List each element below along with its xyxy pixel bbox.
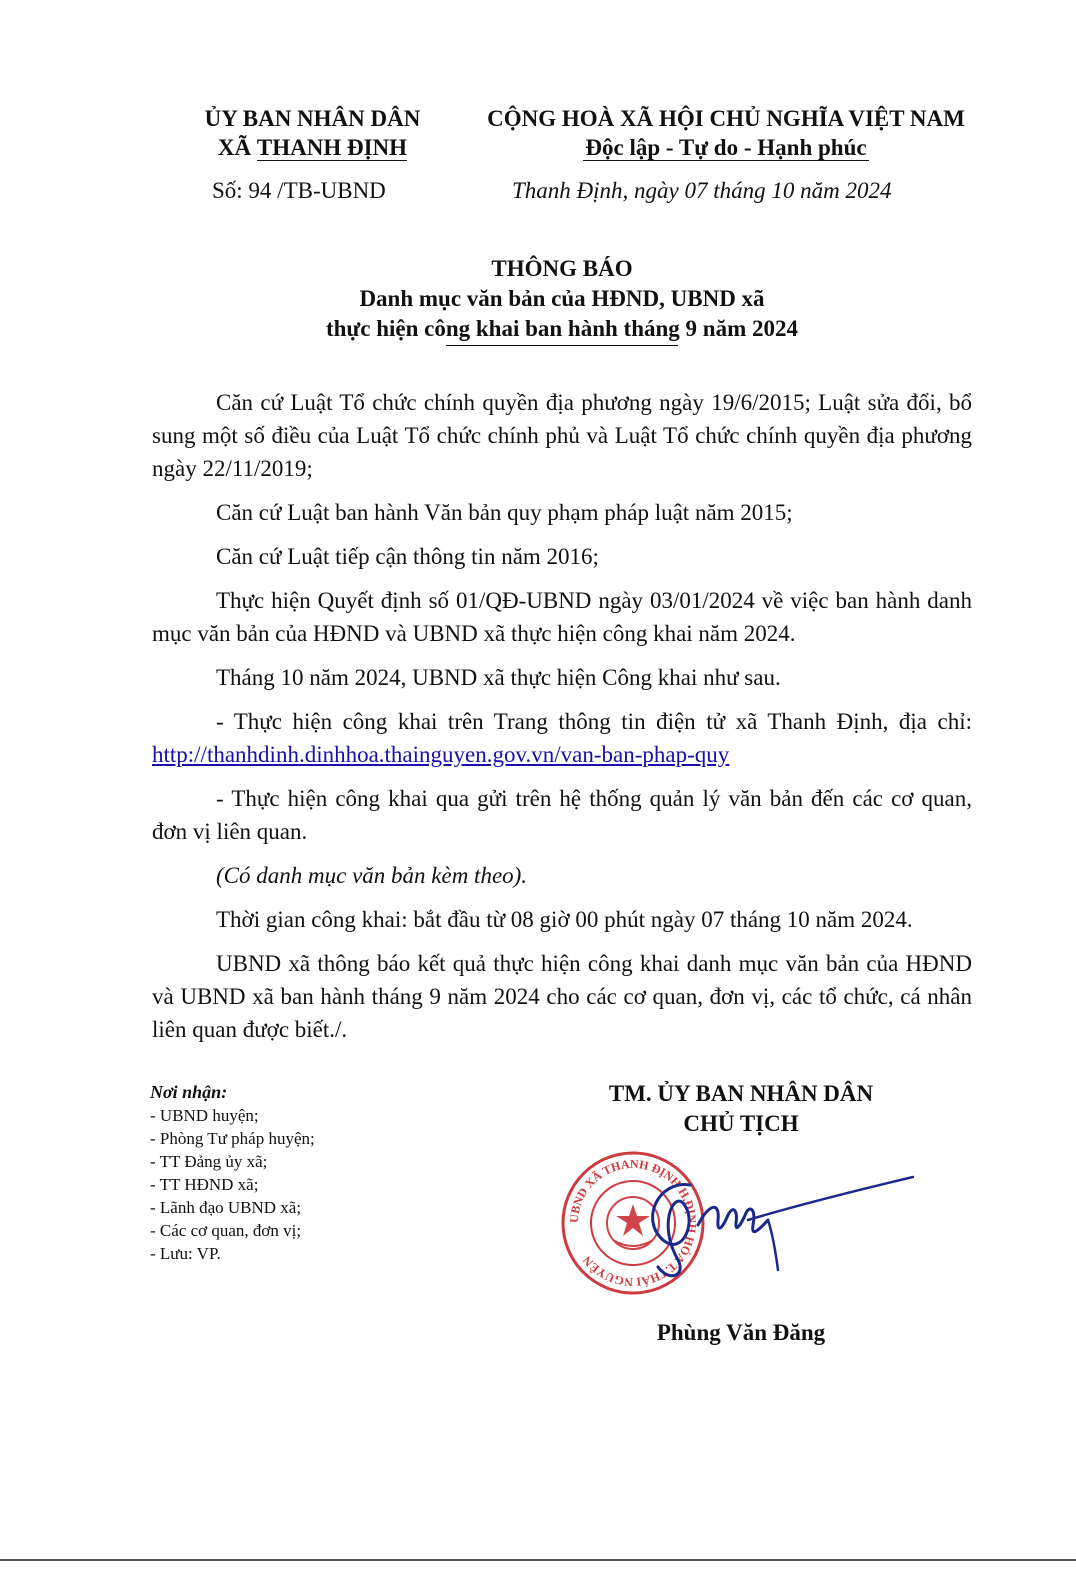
title-underline (446, 345, 678, 346)
agency-line-2-prefix: XÃ (217, 135, 257, 160)
recipient-item: - TT HĐND xã; (150, 1175, 259, 1194)
nation-name: CỘNG HOÀ XÃ HỘI CHỦ NGHĨA VIỆT NAM (487, 106, 965, 131)
agency-name-underlined: THANH ĐỊNH (256, 135, 408, 160)
recipient-item: - Phòng Tư pháp huyện; (150, 1129, 315, 1148)
issuing-agency (180, 104, 445, 162)
body-paragraph-4: Thực hiện Quyết định số 01/QĐ-UBND ngày 03/01/2024 về việc ban hành danh mục văn bản của HĐND và UBND xã thực hiện công khai năm 2024. (152, 588, 972, 646)
body-paragraph-7: - Thực hiện công khai qua gửi trên hệ thống quản lý văn bản đến các cơ quan, đơn vị liên quan. (152, 786, 972, 844)
recipients-list (150, 1081, 480, 1265)
body-paragraph-1: Căn cứ Luật Tổ chức chính quyền địa phương ngày 19/6/2015; Luật sửa đổi, bổ sung một số điều của Luật Tổ chức chính phủ và Luật Tổ chức chính quyền địa phương ngày 22/11/2019; (152, 390, 972, 481)
document-number: Số: 94 /TB-UBND (212, 178, 386, 203)
stamp-text: UBND XÃ THANH ĐỊNH H.ĐỊNH HÓA T.THÁI NGUYÊN (566, 1156, 700, 1290)
title-subject-2: thực hiện công khai ban hành tháng 9 năm 2024 (325, 316, 799, 341)
recipients-heading: Nơi nhận: (150, 1082, 228, 1102)
website-link[interactable]: http://thanhdinh.dinhhoa.thainguyen.gov.vn/van-ban-phap-quy (152, 742, 730, 767)
recipient-item: - Lưu: VP. (150, 1244, 221, 1263)
agency-line-2 (180, 133, 445, 162)
body-paragraph-5: Tháng 10 năm 2024, UBND xã thực hiện Công khai như sau. (216, 665, 781, 690)
title-type: THÔNG BÁO (491, 256, 633, 281)
body-paragraph-9: Thời gian công khai: bắt đầu từ 08 giờ 00 phút ngày 07 tháng 10 năm 2024. (216, 907, 913, 932)
page-bottom-border (0, 1559, 1076, 1561)
signature-role-2: CHỦ TỊCH (683, 1111, 799, 1136)
motto-wrap (462, 133, 990, 162)
recipient-item: - TT Đảng ủy xã; (150, 1152, 268, 1171)
national-motto (462, 104, 990, 162)
signer-name: Phùng Văn Đăng (656, 1320, 826, 1345)
place-and-date: Thanh Định, ngày 07 tháng 10 năm 2024 (512, 178, 892, 203)
body-paragraph-6-text: - Thực hiện công khai trên Trang thông tin điện tử xã Thanh Định, địa chỉ: (216, 709, 972, 734)
body-paragraph-6 (152, 705, 972, 771)
document-title (150, 254, 974, 346)
motto: Độc lập - Tự do - Hạnh phúc (585, 135, 867, 160)
recipient-item: - Lãnh đạo UBND xã; (150, 1198, 302, 1217)
handwritten-signature (628, 1165, 918, 1285)
recipient-item: - Các cơ quan, đơn vị; (150, 1221, 302, 1240)
title-subject-1: Danh mục văn bản của HĐND, UBND xã (359, 286, 765, 311)
recipient-item: - UBND huyện; (150, 1106, 259, 1125)
signature-heading (568, 1079, 914, 1139)
body-paragraph-3: Căn cứ Luật tiếp cận thông tin năm 2016; (216, 544, 599, 569)
body-paragraph-8: (Có danh mục văn bản kèm theo). (216, 863, 528, 888)
body-paragraph-2: Căn cứ Luật ban hành Văn bản quy phạm pháp luật năm 2015; (216, 500, 793, 525)
signature-role-1: TM. ỦY BAN NHÂN DÂN (608, 1081, 874, 1106)
document-body (152, 386, 972, 1057)
agency-line-1: ỦY BAN NHÂN DÂN (204, 106, 421, 131)
body-paragraph-10: UBND xã thông báo kết quả thực hiện công khai danh mục văn bản của HĐND và UBND xã ban hành tháng 9 năm 2024 cho các cơ quan, đơn vị, các tổ chức, cá nhân liên quan được biết./. (152, 951, 972, 1042)
